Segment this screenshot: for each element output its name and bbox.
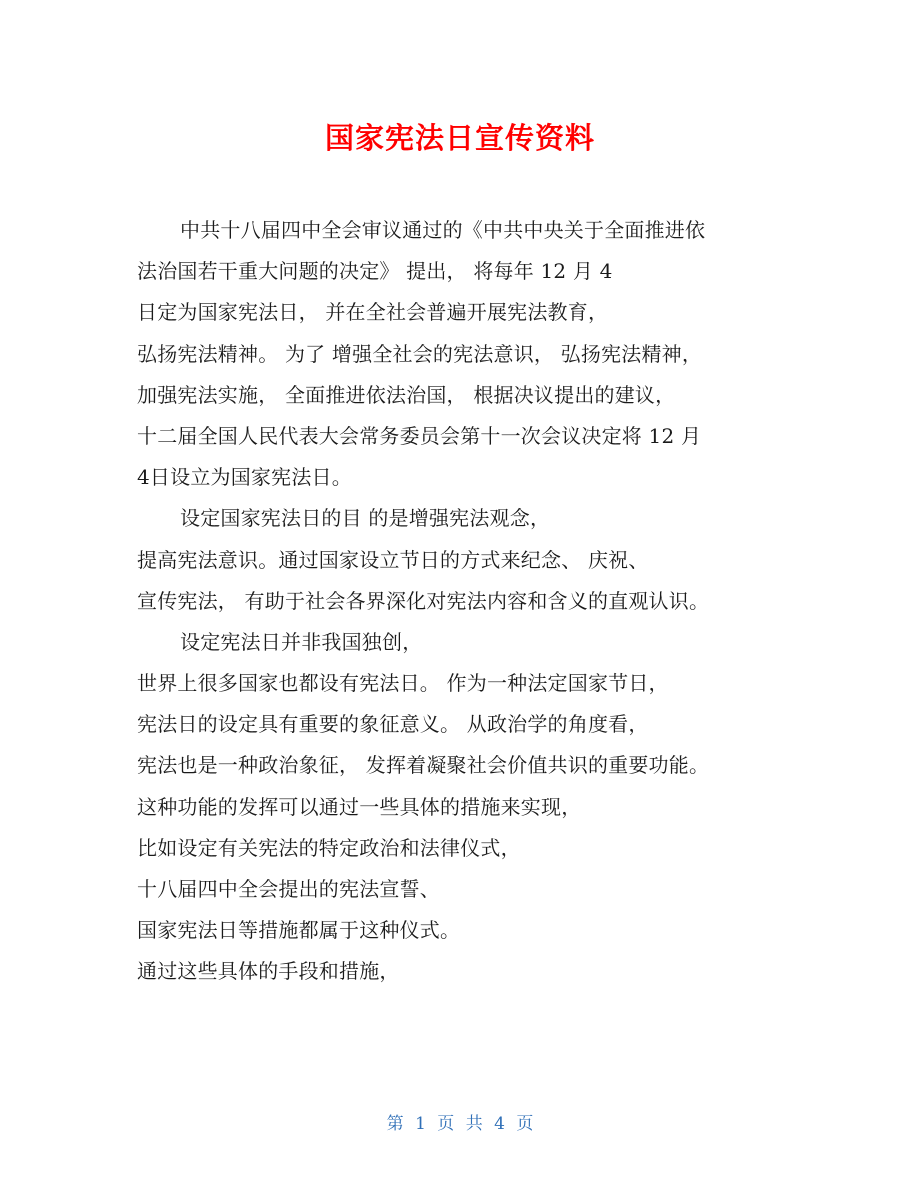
text-line: 国家宪法日等措施都属于这种仪式。	[137, 918, 461, 943]
text-line: 日定为国家宪法日， 并在全社会普遍开展宪法教育，	[137, 300, 609, 325]
text-line: 4日设立为国家宪法日。	[137, 465, 352, 490]
text-line: 加强宪法实施， 全面推进依法治国， 根据决议提出的建议，	[137, 382, 676, 407]
text-line: 弘扬宪法精神。 为了 增强全社会的宪法意识， 弘扬宪法精神，	[137, 341, 703, 366]
text-line: 法治国若干重大问题的决定》 提出， 将每年 12 月 4	[137, 259, 613, 284]
text-line: 宣传宪法， 有助于社会各界深化对宪法内容和含义的直观认识。	[137, 588, 710, 613]
text-line: 提高宪法意识。通过国家设立节日的方式来纪念、 庆祝、	[137, 547, 649, 572]
text-line: 这种功能的发挥可以通过一些具体的措施来实现，	[137, 794, 582, 819]
page-number-footer: 第 1 页 共 4 页	[386, 1114, 534, 1134]
text-line: 十二届全国人民代表大会常务委员会第十一次会议决定将 12 月	[137, 423, 702, 448]
text-line: 世界上很多国家也都设有宪法日。 作为一种法定国家节日，	[137, 671, 669, 696]
document-body	[137, 210, 797, 993]
text-line: 比如设定有关宪法的特定政治和法律仪式，	[137, 835, 521, 860]
text-line: 设定国家宪法日的目 的是增强宪法观念，	[180, 506, 551, 531]
text-line: 宪法也是一种政治象征， 发挥着凝聚社会价值共识的重要功能。	[137, 753, 710, 778]
text-line: 中共十八届四中全会审议通过的《中共中央关于全面推进依	[180, 218, 706, 242]
text-line: 十八届四中全会提出的宪法宣誓、	[137, 877, 440, 901]
text-line: 通过这些具体的手段和措施，	[137, 959, 400, 984]
text-line: 设定宪法日并非我国独创，	[180, 629, 423, 654]
document-title: 国家宪法日宣传资料	[324, 121, 595, 155]
text-line: 宪法日的设定具有重要的象征意义。 从政治学的角度看，	[137, 712, 649, 737]
